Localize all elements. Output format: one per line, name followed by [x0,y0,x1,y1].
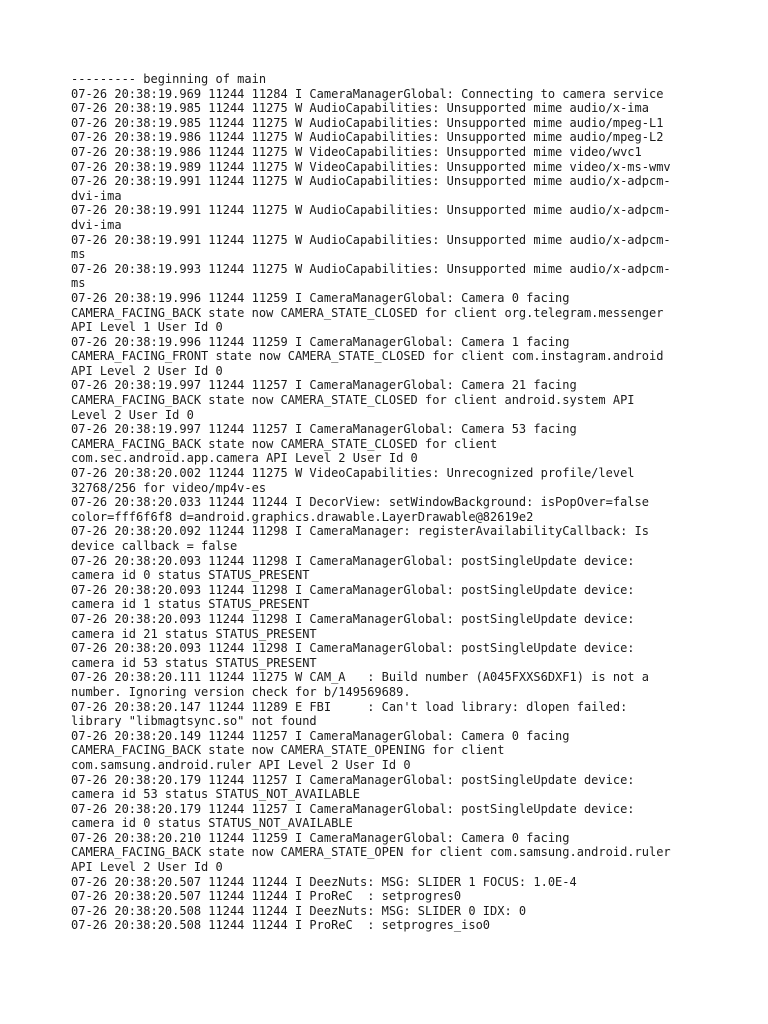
log-line: ms [71,276,86,291]
log-line: CAMERA_FACING_BACK state now CAMERA_STATE_OPEN for client com.samsung.android.ruler [71,845,671,860]
log-line: 07-26 20:38:20.179 11244 11257 I CameraManagerGlobal: postSingleUpdate device: [71,801,635,816]
log-line: 07-26 20:38:20.093 11244 11298 I CameraManagerGlobal: postSingleUpdate device: [71,611,635,626]
log-line: --------- beginning of main [71,72,267,86]
log-line: 07-26 20:38:20.149 11244 11257 I CameraManagerGlobal: Camera 0 facing [71,728,570,743]
log-line: device callback = false [71,539,238,553]
log-line: 07-26 20:38:19.996 11244 11259 I CameraManagerGlobal: Camera 0 facing [71,290,570,305]
log-line: 07-26 20:38:19.986 11244 11275 W AudioCapabilities: Unsupported mime audio/mpeg-L2 [71,130,664,145]
log-line: 07-26 20:38:20.092 11244 11298 I CameraManager: registerAvailabilityCallback: Is [71,524,649,539]
log-line: CAMERA_FACING_BACK state now CAMERA_STATE_CLOSED for client android.system API [71,393,635,408]
log-line: 07-26 20:38:19.996 11244 11259 I CameraManagerGlobal: Camera 1 facing [71,334,570,349]
log-line: 07-26 20:38:20.093 11244 11298 I CameraManagerGlobal: postSingleUpdate device: [71,582,635,597]
log-line: API Level 1 User Id 0 [71,320,223,335]
log-line: 07-26 20:38:20.147 11244 11289 E FBI : Can't load library: dlopen failed: [71,699,628,714]
log-line: 07-26 20:38:20.507 11244 11244 I DeezNuts: MSG: SLIDER 1 FOCUS: 1.0E-4 [71,874,577,889]
log-line: camera id 0 status STATUS_NOT_AVAILABLE [71,816,353,831]
log-line: 07-26 20:38:20.093 11244 11298 I CameraManagerGlobal: postSingleUpdate device: [71,553,635,568]
log-line: camera id 53 status STATUS_NOT_AVAILABLE [71,787,360,802]
log-line: camera id 1 status STATUS_PRESENT [71,597,310,612]
log-line: camera id 0 status STATUS_PRESENT [71,568,310,583]
log-line: CAMERA_FACING_BACK state now CAMERA_STATE_CLOSED for client [71,436,498,451]
log-line: 07-26 20:38:20.111 11244 11275 W CAM_A : Build number (A045FXXS6DXF1) is not a [71,670,649,685]
log-line: 07-26 20:38:19.993 11244 11275 W AudioCapabilities: Unsupported mime audio/x-adpcm- [71,261,671,276]
log-line: 07-26 20:38:20.210 11244 11259 I CameraManagerGlobal: Camera 0 facing [71,830,570,845]
log-line: camera id 53 status STATUS_PRESENT [71,655,317,670]
log-line: API Level 2 User Id 0 [71,363,223,378]
log-line: 07-26 20:38:20.508 11244 11244 I ProReC : setprogres_iso0 [71,918,491,933]
log-line: 07-26 20:38:19.991 11244 11275 W AudioCapabilities: Unsupported mime audio/x-adpcm- [71,174,671,189]
log-line: 07-26 20:38:20.179 11244 11257 I CameraManagerGlobal: postSingleUpdate device: [71,772,635,787]
log-line: 07-26 20:38:20.507 11244 11244 I ProReC : setprogres0 [71,889,462,904]
log-line: com.samsung.android.ruler API Level 2 User Id 0 [71,757,411,772]
log-line: 07-26 20:38:19.969 11244 11284 I CameraManagerGlobal: Connecting to camera service [71,86,664,101]
log-line: 07-26 20:38:19.989 11244 11275 W VideoCapabilities: Unsupported mime video/x-ms-wmv [71,159,671,174]
log-line: 07-26 20:38:19.997 11244 11257 I CameraManagerGlobal: Camera 21 facing [71,378,577,393]
log-line: dvi-ima [71,217,122,232]
log-line: 07-26 20:38:19.985 11244 11275 W AudioCapabilities: Unsupported mime audio/x-ima [71,101,649,116]
log-line: 07-26 20:38:19.985 11244 11275 W AudioCapabilities: Unsupported mime audio/mpeg-L1 [71,115,664,130]
log-line: 07-26 20:38:20.508 11244 11244 I DeezNuts: MSG: SLIDER 0 IDX: 0 [71,903,527,918]
log-line: CAMERA_FACING_BACK state now CAMERA_STATE_CLOSED for client org.telegram.messenger [71,305,664,320]
log-line: CAMERA_FACING_BACK state now CAMERA_STATE_OPENING for client [71,743,505,758]
log-line: Level 2 User Id 0 [71,407,194,422]
log-line: 07-26 20:38:20.002 11244 11275 W VideoCapabilities: Unrecognized profile/level [71,466,635,481]
log-line: 07-26 20:38:19.991 11244 11275 W AudioCapabilities: Unsupported mime audio/x-adpcm- [71,203,671,218]
log-line: CAMERA_FACING_FRONT state now CAMERA_STATE_CLOSED for client com.instagram.android [71,349,664,364]
log-text-block [71,72,711,933]
log-line: 07-26 20:38:19.991 11244 11275 W AudioCapabilities: Unsupported mime audio/x-adpcm- [71,232,671,247]
log-line: camera id 21 status STATUS_PRESENT [71,626,317,641]
log-line: dvi-ima [71,188,122,203]
log-line: ms [71,247,86,262]
log-line: com.sec.android.app.camera API Level 2 User Id 0 [71,451,418,466]
log-line: 07-26 20:38:19.997 11244 11257 I CameraManagerGlobal: Camera 53 facing [71,422,577,437]
log-line: color=fff6f6f8 d=android.graphics.drawable.LayerDrawable@82619e2 [71,509,534,524]
log-line: 07-26 20:38:20.093 11244 11298 I CameraManagerGlobal: postSingleUpdate device: [71,641,635,656]
log-line: 07-26 20:38:19.986 11244 11275 W VideoCapabilities: Unsupported mime video/wvc1 [71,144,642,159]
log-line: number. Ignoring version check for b/149569689. [71,684,411,699]
log-line: 32768/256 for video/mp4v-es [71,480,267,495]
log-line: 07-26 20:38:20.033 11244 11244 I DecorView: setWindowBackground: isPopOver=false [71,495,649,510]
log-line: API Level 2 User Id 0 [71,860,223,875]
log-line: library "libmagtsync.so" not found [71,714,317,729]
